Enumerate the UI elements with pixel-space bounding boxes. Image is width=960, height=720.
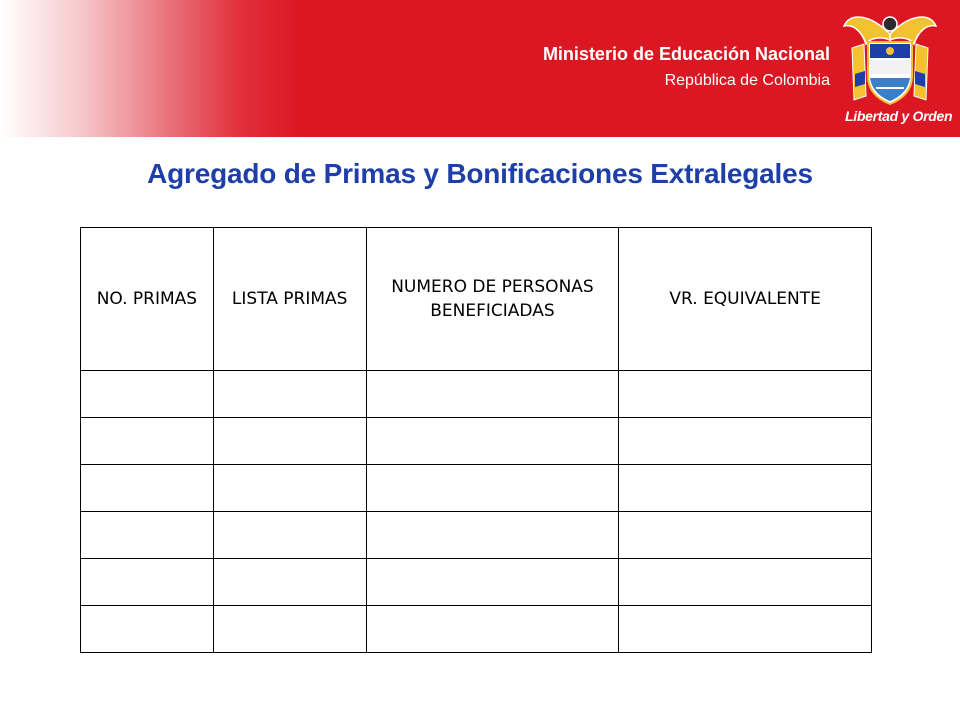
table-cell[interactable] xyxy=(81,465,214,512)
table-cell[interactable] xyxy=(619,371,872,418)
motto: Libertad y Orden xyxy=(845,108,953,124)
table-cell[interactable] xyxy=(619,418,872,465)
table-cell[interactable] xyxy=(213,559,366,606)
table-cell[interactable] xyxy=(81,606,214,653)
table-cell[interactable] xyxy=(619,465,872,512)
table-cell[interactable] xyxy=(619,606,872,653)
table-cell[interactable] xyxy=(366,512,619,559)
table-cell[interactable] xyxy=(366,559,619,606)
col-header-vr-equivalente: VR. EQUIVALENTE xyxy=(619,228,872,371)
table-header-row xyxy=(81,228,872,371)
table-cell[interactable] xyxy=(213,606,366,653)
ministry-name: Ministerio de Educación Nacional xyxy=(542,44,830,64)
table-cell[interactable] xyxy=(81,512,214,559)
table-cell[interactable] xyxy=(213,371,366,418)
table-cell[interactable] xyxy=(213,418,366,465)
table-row xyxy=(81,512,872,559)
table-cell[interactable] xyxy=(366,371,619,418)
col-header-lista-primas: LISTA PRIMAS xyxy=(213,228,366,371)
bonuses-table xyxy=(80,227,872,653)
table-cell[interactable] xyxy=(619,559,872,606)
republic-name: República de Colombia xyxy=(664,72,830,89)
table-cell[interactable] xyxy=(81,371,214,418)
header-band xyxy=(0,0,960,137)
table-cell[interactable] xyxy=(213,512,366,559)
page-title: Agregado de Primas y Bonificaciones Extralegales xyxy=(147,158,813,189)
table-cell[interactable] xyxy=(619,512,872,559)
table-row xyxy=(81,606,872,653)
table-cell[interactable] xyxy=(81,559,214,606)
table-row xyxy=(81,465,872,512)
table-row xyxy=(81,559,872,606)
table-row xyxy=(81,418,872,465)
table-cell[interactable] xyxy=(81,418,214,465)
table-row xyxy=(81,371,872,418)
col-header-no-primas: NO. PRIMAS xyxy=(81,228,214,371)
table-cell[interactable] xyxy=(366,606,619,653)
table-cell[interactable] xyxy=(213,465,366,512)
col-header-numero-personas: NUMERO DE PERSONAS BENEFICIADAS xyxy=(366,228,619,371)
table-cell[interactable] xyxy=(366,418,619,465)
table-cell[interactable] xyxy=(366,465,619,512)
